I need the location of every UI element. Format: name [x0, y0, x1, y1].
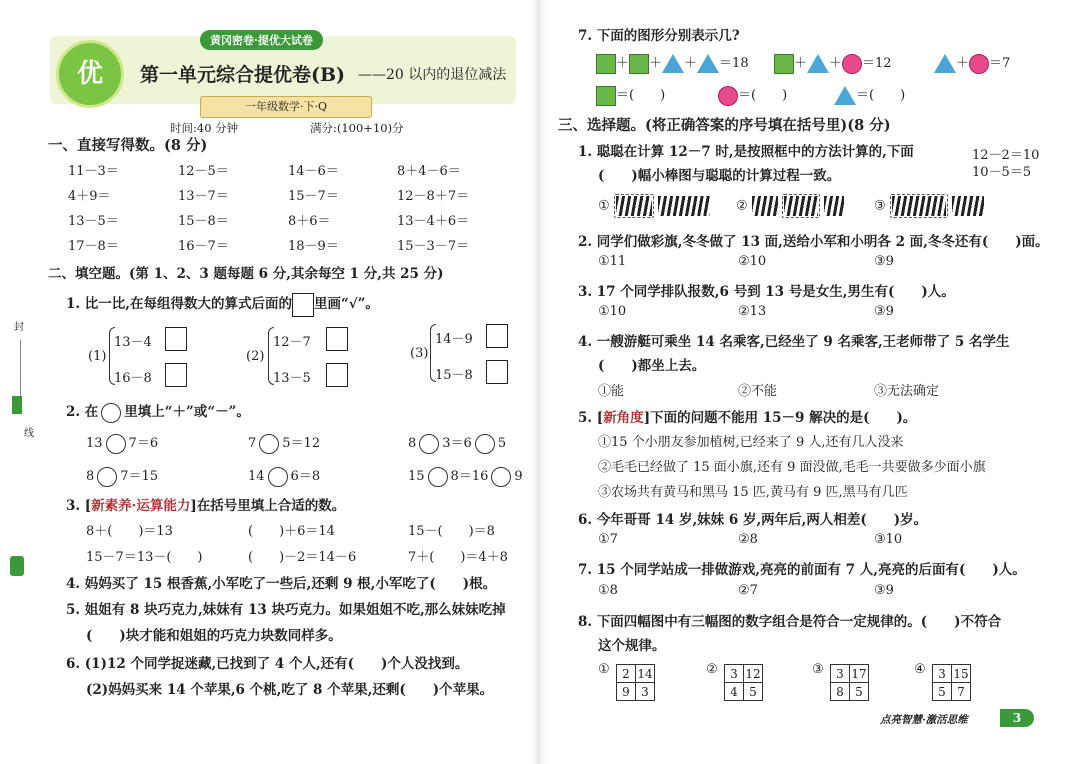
operand: 7: [248, 436, 257, 451]
answer-box-icon: [292, 293, 314, 317]
dashed-group: [614, 194, 654, 218]
calc-item: 13－5＝: [68, 214, 119, 229]
choice-option[interactable]: ③10: [874, 532, 903, 547]
calc-item: 8＋6＝: [288, 214, 331, 229]
operand: 7＝15: [120, 469, 159, 484]
group-label: (3): [410, 346, 429, 361]
number-grid-1[interactable]: [616, 664, 655, 701]
compare-expression: 15－8: [435, 368, 473, 383]
sticks-icon: [824, 196, 844, 216]
grid-cell: 12: [745, 666, 761, 681]
sticks-icon: [952, 196, 984, 216]
question-text: ]在括号里填上合适的数。: [190, 498, 346, 514]
pink-circle-icon: [969, 54, 989, 74]
answer-blank: ＝( ): [616, 88, 666, 103]
sticks-icon: [784, 196, 818, 216]
grid-cell: 3: [725, 665, 744, 683]
question-2-5-cont: ( )块才能和姐姐的巧克力块数同样多。: [86, 628, 342, 644]
group-label: (1): [88, 349, 107, 364]
answer-box[interactable]: [486, 324, 508, 348]
grade-ribbon: 一年级数学·下·Q: [200, 96, 372, 118]
answer-box[interactable]: [326, 327, 348, 351]
answer-blank: ＝( ): [856, 88, 906, 103]
calc-item: 11－3＝: [68, 164, 119, 179]
choice-option[interactable]: ①能: [598, 384, 625, 399]
shape-equation-1: ＋ ＋ ＋ ＝18: [596, 52, 749, 74]
blue-triangle-icon: [807, 54, 829, 73]
page-number: 3: [1000, 709, 1034, 727]
excellence-badge: 优: [56, 40, 124, 108]
operand: 8: [86, 469, 95, 484]
sign-item: [248, 465, 320, 487]
green-square-icon: [774, 54, 794, 74]
question-text: 1. 比一比,在每组得数大的算式后面的: [66, 296, 292, 312]
choice-option[interactable]: ②毛毛已经做了 15 面小旗,还有 9 面没做,毛毛一共要做多少面小旗: [598, 460, 986, 475]
answer-box[interactable]: [165, 327, 187, 351]
fill-item[interactable]: 8＋( )＝13: [86, 524, 173, 539]
choice-option[interactable]: ①11: [598, 254, 627, 269]
grid-cell: 5: [933, 683, 952, 701]
calc-item: 13－7＝: [178, 189, 229, 204]
operand: 5: [497, 436, 507, 451]
operand: 8＝16: [450, 469, 489, 484]
question-3-2: 2. 同学们做彩旗,冬冬做了 13 面,送给小军和小明各 2 面,冬冬还有( )面。: [578, 234, 1049, 250]
answer-blank: ＝( ): [738, 88, 788, 103]
choice-option[interactable]: ③9: [874, 304, 894, 319]
page-subtitle: ——20 以内的退位减法: [358, 67, 507, 83]
choice-option[interactable]: ①8: [598, 583, 618, 598]
question-2-5: 5. 姐姐有 8 块巧克力,妹妹有 13 块巧克力。如果姐姐不吃,那么妹妹吃掉: [66, 602, 506, 618]
time-limit: 时间:40 分钟: [170, 121, 239, 135]
number-grid-2[interactable]: [724, 664, 763, 701]
fill-item[interactable]: 15－7＝13－( ): [86, 550, 203, 565]
answer-circle-icon: [101, 403, 121, 423]
sign-circle[interactable]: [268, 467, 288, 487]
sign-circle[interactable]: [491, 467, 511, 487]
choice-option[interactable]: ①7: [598, 532, 618, 547]
sticks-icon: [616, 196, 652, 216]
compare-expression: 12－7: [273, 335, 311, 350]
grid-cell: 15: [953, 666, 969, 681]
grid-cell: 3: [933, 665, 952, 683]
number-grid-3[interactable]: [830, 664, 869, 701]
section-3-title: 三、选择题。(将正确答案的序号填在括号里)(8 分): [558, 117, 891, 134]
question-text: 里填上“＋”或“－”。: [124, 404, 250, 420]
binding-mark: 封: [14, 322, 24, 333]
operand: 8: [408, 436, 417, 451]
sign-circle[interactable]: [428, 467, 448, 487]
stick-option-3[interactable]: [874, 194, 984, 218]
method-box-line: 12－2＝10: [972, 148, 1040, 163]
sign-circle[interactable]: [259, 434, 279, 454]
operand: 5＝12: [282, 436, 321, 451]
sign-item: [408, 465, 523, 487]
equation-result: ＝12: [862, 56, 892, 71]
choice-option[interactable]: ②不能: [738, 384, 778, 399]
compare-expression: 16－8: [114, 371, 152, 386]
calc-item: 15－8＝: [178, 214, 229, 229]
sign-item: [248, 432, 320, 454]
blue-triangle-icon: [934, 54, 956, 73]
shape-equation-2: ＋ ＋ ＝12: [774, 52, 892, 74]
green-square-icon: [596, 86, 616, 106]
grid-cell: 8: [831, 683, 850, 701]
green-square-icon: [629, 54, 649, 74]
calc-item: 14－6＝: [288, 164, 339, 179]
grid-cell: 5: [744, 683, 763, 701]
right-page: [540, 0, 1080, 764]
full-score: 满分:(100+10)分: [310, 121, 404, 135]
equation-result: ＝7: [989, 56, 1011, 71]
section-2-title: 二、填空题。(第 1、2、3 题每题 6 分,其余每空 1 分,共 25 分): [48, 266, 444, 282]
shape-answer[interactable]: [718, 84, 787, 106]
sign-item: [86, 432, 158, 454]
question-2-1: [66, 292, 379, 317]
operand: 13: [86, 436, 103, 451]
question-3-5: [578, 406, 916, 426]
question-text: ]下面的问题不能用 15－9 解决的是( )。: [643, 410, 917, 426]
operand: 14: [248, 469, 265, 484]
sign-circle[interactable]: [419, 434, 439, 454]
calc-item: 17－8＝: [68, 239, 119, 254]
question-3-8-cont: 这个规律。: [598, 638, 666, 654]
question-3-3: 3. 17 个同学排队报数,6 号到 13 号是女生,男生有( )人。: [578, 284, 955, 300]
calc-item: 13－4＋6＝: [397, 214, 470, 229]
pink-circle-icon: [842, 54, 862, 74]
section-1-title: 一、直接写得数。(8 分): [48, 137, 208, 154]
grid-label: ③: [812, 662, 824, 677]
operand: 7＝6: [128, 436, 159, 451]
operand: 6＝8: [290, 469, 321, 484]
fill-item[interactable]: ( )－2＝14－6: [248, 550, 357, 565]
method-box-line: 10－5＝5: [972, 165, 1032, 180]
grid-label: ④: [914, 662, 926, 677]
dashed-group: [890, 194, 948, 218]
choice-option[interactable]: ③无法确定: [874, 384, 940, 399]
tag-label: 新素养·运算能力: [91, 498, 191, 514]
shape-answer[interactable]: [834, 84, 905, 105]
grid-cell: 9: [617, 683, 636, 701]
compare-expression: 13－5: [273, 371, 311, 386]
grid-cell: 7: [952, 683, 971, 701]
number-grid-4[interactable]: [932, 664, 971, 701]
binding-tab: [10, 556, 24, 576]
fill-item[interactable]: 15－( )＝8: [408, 524, 495, 539]
calc-item: 8＋4－6＝: [397, 164, 461, 179]
choice-option[interactable]: ③农场共有黄马和黑马 15 匹,黄马有 9 匹,黑马有几匹: [598, 485, 908, 500]
question-2-6-part2: (2)妈妈买来 14 个苹果,6 个桃,吃了 8 个苹果,还剩( )个苹果。: [86, 682, 494, 698]
footer-brand: 点亮智慧·激活思维: [880, 714, 968, 726]
sticks-icon: [892, 196, 946, 216]
grid-cell: 5: [850, 683, 869, 701]
fill-item[interactable]: ( )＋6＝14: [248, 524, 335, 539]
option-label: ②: [736, 198, 748, 214]
question-2-3: [66, 494, 345, 514]
question-3-4-cont: ( )都坐上去。: [598, 358, 706, 374]
dashed-group: [782, 194, 820, 218]
choice-option[interactable]: ①10: [598, 304, 627, 319]
grid-cell: 4: [725, 683, 744, 701]
pink-circle-icon: [718, 86, 738, 106]
equation-result: ＝18: [719, 56, 749, 71]
question-3-1-cont: ( )幅小棒图与聪聪的计算过程一致。: [598, 168, 841, 184]
option-label: ③: [874, 198, 886, 214]
choice-option[interactable]: ②13: [738, 304, 767, 319]
stick-option-1[interactable]: [598, 194, 710, 218]
option-label: ①: [598, 198, 610, 214]
sign-circle[interactable]: [475, 434, 495, 454]
question-3-6: 6. 今年哥哥 14 岁,妹妹 6 岁,两年后,两人相差( )岁。: [578, 512, 928, 528]
question-3-8: 8. 下面四幅图中有三幅图的数字组合是符合一定规律的。( )不符合: [578, 614, 1002, 630]
banner-top: 黄冈密卷·提优大试卷: [200, 30, 323, 50]
grid-cell: 14: [637, 666, 653, 681]
group-label: (2): [246, 349, 265, 364]
grid-label: ②: [706, 662, 718, 677]
sign-circle[interactable]: [97, 467, 117, 487]
question-3-4: 4. 一艘游艇可乘坐 14 名乘客,已经坐了 9 名乘客,王老师带了 5 名学生: [578, 334, 1010, 350]
choice-option[interactable]: ②8: [738, 532, 758, 547]
grid-cell: 3: [831, 665, 850, 683]
question-2-6: 6. (1)12 个同学捉迷藏,已找到了 4 个人,还有( )个人没找到。: [66, 656, 469, 672]
operand: 9: [514, 469, 523, 484]
choice-option[interactable]: ③9: [874, 583, 894, 598]
blue-triangle-icon: [697, 54, 719, 73]
compare-expression: 14－9: [435, 332, 473, 347]
calc-item: 15－3－7＝: [397, 239, 470, 254]
stick-option-2[interactable]: [736, 194, 844, 218]
operand: 15: [408, 469, 425, 484]
shape-answer[interactable]: [596, 84, 665, 106]
sign-item: [86, 465, 158, 487]
tag-label: 新角度: [603, 410, 644, 426]
choice-option[interactable]: ②7: [738, 583, 758, 598]
answer-box[interactable]: [486, 360, 508, 384]
fill-item[interactable]: 7＋( )＝4＋8: [408, 550, 508, 565]
question-2-4: 4. 妈妈买了 15 根香蕉,小军吃了一些后,还剩 9 根,小军吃了( )根。: [66, 576, 497, 592]
question-text: 2. 在: [66, 404, 99, 420]
grid-label: ①: [598, 662, 610, 677]
sign-circle[interactable]: [106, 434, 126, 454]
grid-cell: 3: [636, 683, 655, 701]
calc-item: 16－7＝: [178, 239, 229, 254]
calc-item: 18－9＝: [288, 239, 339, 254]
calc-item: 15－7＝: [288, 189, 339, 204]
operand: 3＝6: [442, 436, 472, 451]
page-title: 第一单元综合提优卷(B): [140, 64, 346, 86]
sticks-icon: [752, 196, 778, 216]
grid-cell: 2: [617, 665, 636, 683]
choice-option[interactable]: ②10: [738, 254, 767, 269]
sticks-icon: [658, 196, 710, 216]
question-3-1: 1. 聪聪在计算 12－7 时,是按照框中的方法计算的,下面: [578, 144, 914, 160]
question-2-7: 7. 下面的图形分别表示几?: [578, 28, 740, 44]
calc-item: 12－8＋7＝: [397, 189, 470, 204]
green-square-icon: [596, 54, 616, 74]
choice-option[interactable]: ①15 个小朋友参加植树,已经来了 9 人,还有几人没来: [598, 435, 904, 450]
binding-tab: [12, 396, 22, 414]
question-text: 5. [: [578, 410, 604, 426]
blue-triangle-icon: [834, 86, 856, 105]
question-text: 3. [: [66, 498, 92, 514]
question-3-7: 7. 15 个同学站成一排做游戏,亮亮的前面有 7 人,亮亮的后面有( )人。: [578, 562, 1026, 578]
binding-mark: 线: [24, 428, 34, 439]
choice-option[interactable]: ③9: [874, 254, 894, 269]
calc-item: 4＋9＝: [68, 189, 111, 204]
compare-expression: 13－4: [114, 335, 152, 350]
calc-item: 12－5＝: [178, 164, 229, 179]
question-text: 里画“√”。: [314, 296, 379, 312]
shape-equation-3: ＋ ＝7: [934, 52, 1010, 74]
grid-cell: 17: [851, 666, 867, 681]
blue-triangle-icon: [662, 54, 684, 73]
sign-item: [408, 432, 506, 454]
answer-box[interactable]: [165, 363, 187, 387]
answer-box[interactable]: [326, 363, 348, 387]
question-2-2: [66, 400, 250, 423]
